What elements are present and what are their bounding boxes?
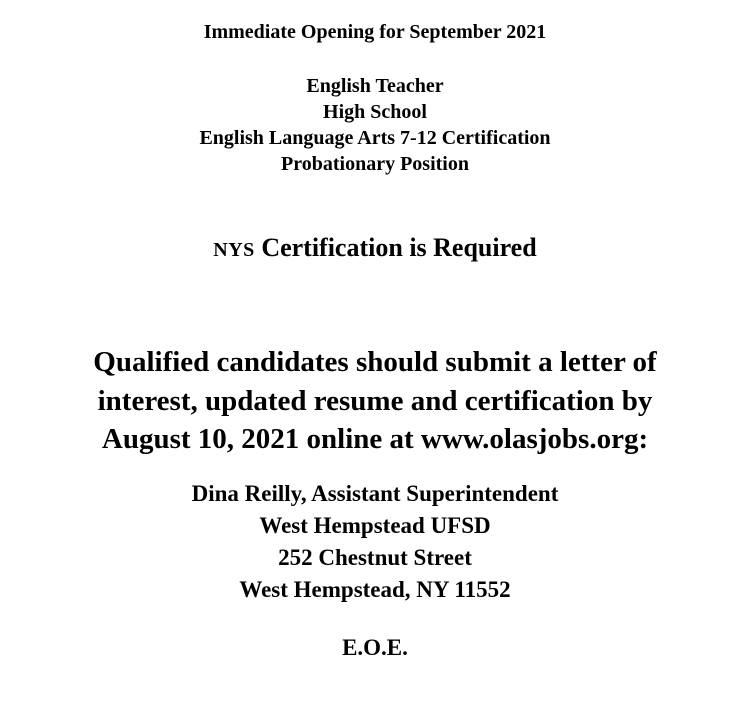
- requirement-text: Certification is Required: [254, 233, 537, 262]
- instructions-line-2: interest, updated resume and certification by: [97, 385, 653, 417]
- opening-heading: Immediate Opening for September 2021: [203, 21, 547, 43]
- position-type: Probationary Position: [281, 153, 469, 175]
- certification-requirement: [0, 235, 750, 261]
- instructions-line-1: Qualified candidates should submit a letter of: [93, 346, 657, 378]
- contact-name: Dina Reilly, Assistant Superintendent: [191, 481, 559, 506]
- position-certification: English Language Arts 7-12 Certification: [199, 127, 551, 149]
- position-level: High School: [323, 101, 427, 123]
- contact-organization: West Hempstead UFSD: [259, 513, 491, 538]
- nys-prefix: NYS: [213, 239, 255, 261]
- eoe-footer: E.O.E.: [342, 635, 408, 660]
- contact-street: 252 Chestnut Street: [278, 545, 472, 570]
- position-title: English Teacher: [306, 75, 444, 97]
- instructions-line-3: August 10, 2021 online at www.olasjobs.org:: [101, 423, 649, 455]
- contact-city: West Hempstead, NY 11552: [239, 577, 511, 602]
